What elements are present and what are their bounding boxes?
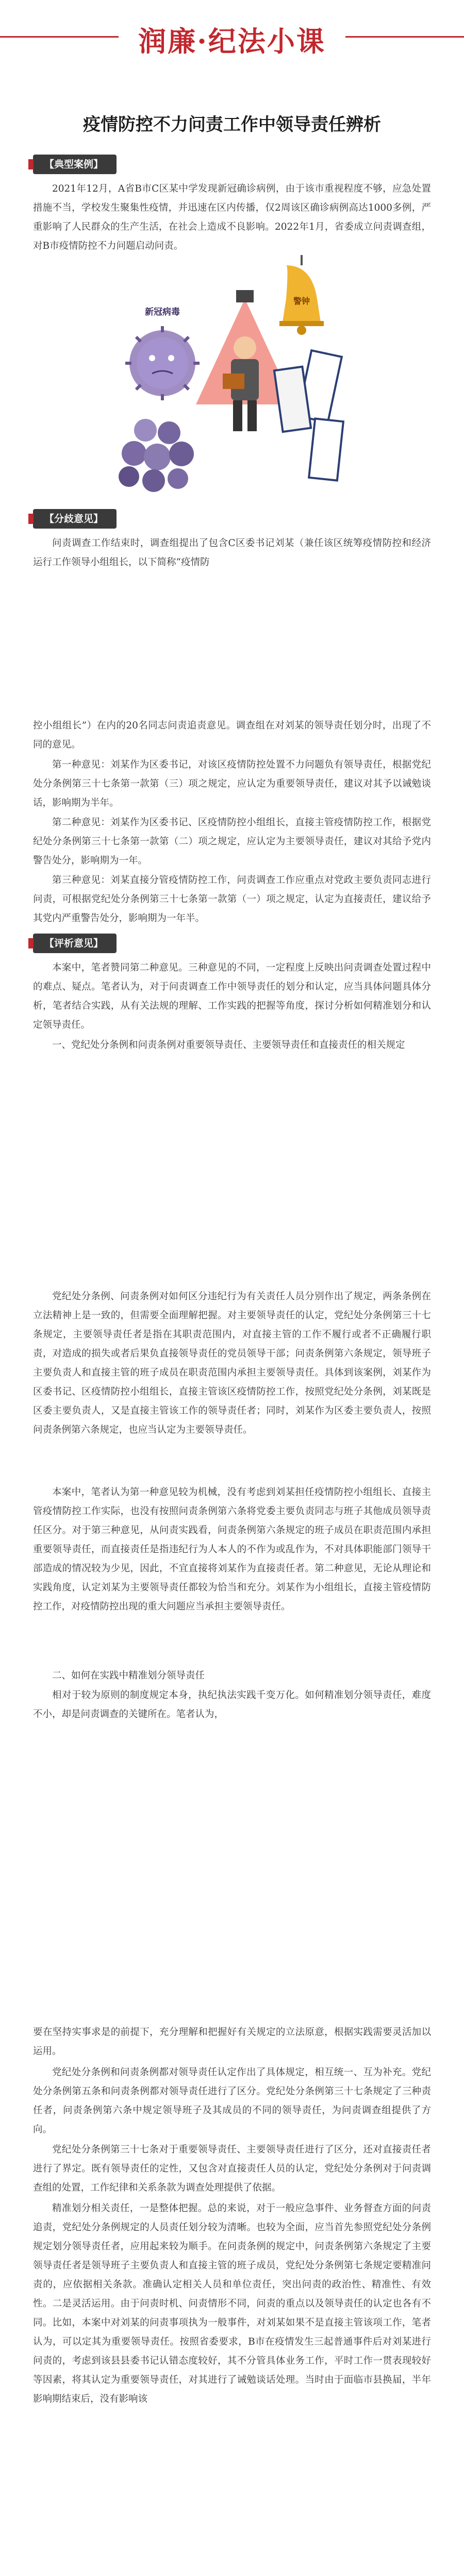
paragraph-opinion-two: 第二种意见：刘某作为区委书记、区疫情防控小组组长，直接主管疫情防控工作，根据党纪处分条例第三十七条第一款第（二）项之规定，应认定为主要领导责任，建议对其给予党内警告处分，影响期为一年。	[33, 817, 431, 866]
alarm-label: 警钟	[293, 296, 310, 306]
paragraph-case: 2021年12月，A省B市C区某中学发现新冠确诊病例，由于该市重视程度不够，应急处置措施不当，学校发生聚集性疫情，并迅速在区内传播，仅2周该区确诊病例高达1000多例，严重影响了人民群众的生产生活，在社会上造成不良影响。2022年1月，省委成立问责调查组，对B市疫情防控不力问题启动问责。	[33, 183, 431, 251]
column-header	[0, 0, 464, 72]
paragraph-practice-part2: 要在坚持实事求是的前提下，充分理解和把握好有关规定的立法原意，根据实践需要灵活加以运用。	[33, 2027, 431, 2057]
column-title: 润廉·纪法小课	[138, 25, 326, 58]
paragraph-article-37: 党纪处分条例第三十七条对于重要领导责任、主要领导责任进行了区分，还对直接责任者进行了界定。既有领导责任的定性，又包含对直接责任人员的认定，党纪处分条例对于问责调查组的处置，工作纪律和关系条款为调查处理提供了依据。	[33, 2144, 431, 2193]
cartoon-illustration	[108, 250, 356, 495]
section-tag-case: 【典型案例】	[33, 155, 117, 174]
crowd-icon	[119, 419, 194, 492]
article-title: 疫情防控不力问责工作中领导责任辨析	[83, 114, 381, 135]
paragraph-heading-one: 一、党纪处分条例和问责条例对重要领导责任、主要领导责任和直接责任的相关规定	[52, 1040, 405, 1050]
paragraph-investigation-part2: 控小组组长”）在内的20名同志问责追责意见。调查组在对刘某的领导责任划分时，出现了不同的意见。	[33, 720, 431, 750]
paragraph-analysis-intro: 本案中，笔者赞同第二种意见。三种意见的不同，一定程度上反映出问责调查处置过程中的难点、疑点。笔者认为，对于问责调查工作中领导责任的划分和认定，应当具体问题具体分析，笔者结合实践，从有关法规的理解、工作实践的把握等角度，探讨分析如何精准划分和认定领导责任。	[33, 962, 431, 1030]
paragraph-opinion-one: 第一种意见：刘某作为区委书记，对该区疫情防控处置不力问题负有领导责任，根据党纪处分条例第三十七条第一款第（三）项之规定，应认定为重要领导责任，建议对其予以诫勉谈话，影响期为半年。	[33, 759, 431, 808]
paragraph-investigation-part1: 问责调查工作结束时，调查组提出了包含C区委书记刘某（兼任该区统筹疫情防控和经济运行工作领导小组组长，以下简称“疫情防	[33, 538, 431, 568]
virus-icon	[125, 326, 200, 400]
paragraph-precise-division: 精准划分相关责任，一是整体把握。总的来说，对于一般应急事件、业务督查方面的问责追责，党纪处分条例规定的人员责任划分较为清晰。也较为全面，应当首先参照党纪处分条例规定划分领导责任者，应用起来较为顺手。在问责条例的规定中，问责条例第六条规定了主要领导责任者是领导班子主要负责人和直接主管的班子成员，党纪处分条例第七条规定要精准问责的，应依据相关条款。准确认定相关人员和单位责任，突出问责的政治性、精准性、有效性。二是灵活运用。由于问责时机、问责情形不同，问责的重点以及领导责任的认定也各有不同。比如，本案中对刘某的问责事项执为一般事件，对刘某如果不是直接主管该项工作，笔者认为，可以定其为重要领导责任。按照省委要求，B市在疫情发生三起普通事件后对刘某进行问责的，考虑到该县县委书记认错态度较好，其不分管具体业务工作，平时工作一贯表现较好等因素，将其认定为重要领导责任，对其进行了诫勉谈话处理。当时由于面临市县换届，半年影响期结束后，没有影响该	[33, 2203, 431, 2404]
paragraph-case-evaluation: 本案中，笔者认为第一种意见较为机械，没有考虑到刘某担任疫情防控小组组长、直接主管疫情防控工作实际，也没有按照问责条例第六条将党委主要负责同志与班子其他成员领导责任区分。对于第三种意见，从问责实践看，问责条例第六条规定的班子成员在职责范围内承担重要领导责任，而直接责任是指违纪行为人本人的不作为或乱作为，不对具体职能部门领导干部造成的情况较为少见，因此，不宜直接将刘某作为直接责任者。第二种意见，无论从理论和实践角度，认定刘某为主要领导责任都较为恰当和充分。刘某作为小组组长，直接主管疫情防控工作，对疫情防控出现的重大问题应当承担主要领导责任。	[33, 1487, 431, 1612]
paragraph-heading-two: 二、如何在实践中精准划分领导责任	[52, 1670, 205, 1681]
documents-icon	[274, 350, 343, 480]
paragraph-opinion-three: 第三种意见：刘某直接分管疫情防控工作，问责调查工作应重点对党政主要负责同志进行问责，可根据党纪处分条例第三十七条第一款第（一）项之规定，认定为直接责任，建议给予其党内严重警告处分，影响期为一年半。	[33, 875, 431, 924]
virus-label: 新冠病毒	[145, 307, 180, 317]
paragraph-practice-part1: 相对于较为原则的制度规定本身，执纪执法实践千变万化。如何精准划分领导责任，难度不小，却是问责调查的关键所在。笔者认为，	[33, 1690, 431, 1720]
section-tag-opinions: 【分歧意见】	[33, 509, 117, 529]
paragraph-main-responsibility: 党纪处分条例、问责条例对如何区分违纪行为有关责任人员分别作出了规定，两条条例在立法精神上是一致的，但需要全面理解把握。对主要领导责任的认定，党纪处分条例第三十七条规定，主要领导责任者是指在其职责范围内，对直接主管的工作不履行或者不正确履行职责，对造成的损失或者后果负直接领导责任的党员领导干部；问责条例第六条规定，领导班子主要负责人和直接主管的班子成员在职责范围内承担主要领导责任。具体到该案例，刘某作为区委书记、区疫情防控小组组长，直接主管该区疫情防控工作，按照党纪处分条例，刘某既是区委主要负责人，又是直接主管该工作的领导责任者；同时，刘某作为区委主要负责人，按照问责条例第六条规定，也应当认定为主要领导责任。	[33, 1291, 431, 1435]
paragraph-regulations-unified: 党纪处分条例和问责条例都对领导责任认定作出了具体规定，相互统一、互为补充。党纪处分条例第五条和问责条例都对领导责任进行了区分。党纪处分条例第三十七条规定了三种责任者，问责条例第六条中规定领导班子及其成员的不同的领导责任，为问责调查组提供了方向。	[33, 2067, 431, 2135]
section-tag-analysis: 【评析意见】	[33, 934, 117, 953]
alarm-bell-icon	[279, 255, 324, 335]
